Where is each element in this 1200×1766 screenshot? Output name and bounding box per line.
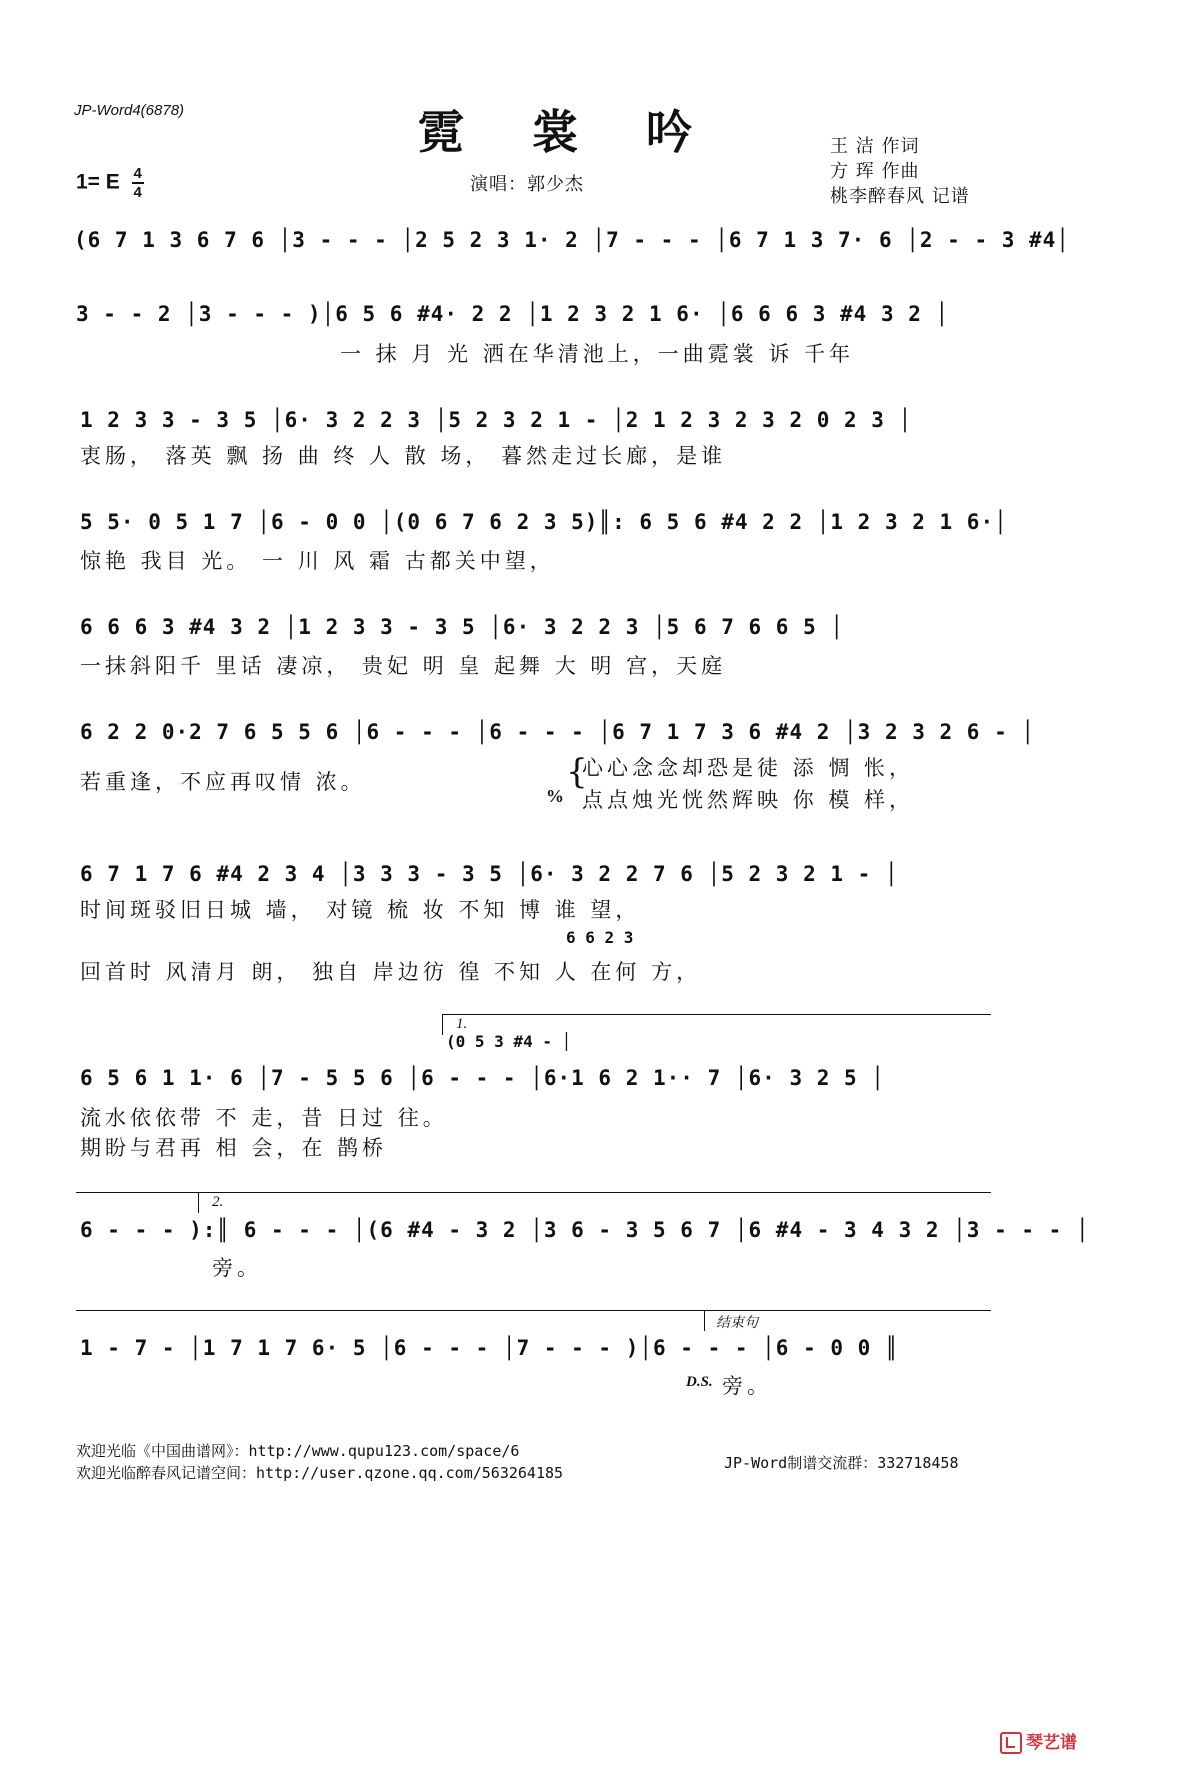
volta-2-bracket (198, 1192, 991, 1213)
footer-link-qzone[interactable]: 欢迎光临醉春风记谱空间：http://user.qzone.qq.com/563264185 (76, 1464, 564, 1482)
key-label: 1= E (76, 170, 120, 194)
lyrics-line-10: 旁。 (722, 1374, 772, 1398)
score-line-7: 6 7 1 7 6 #4 2 3 4 │3 3 3 - 3 5 │6· 3 2 2 7 6 │5 2 3 2 1 - │ (80, 862, 899, 886)
composer-credit: 方 珲 作曲 (830, 161, 920, 182)
brace-symbol: { (566, 752, 588, 792)
score-line-6: 6 2 2 0·2 7 6 5 5 6 │6 - - - │6 - - - │6 7 1 7 3 6 #4 2 │3 2 3 2 6 - │ (80, 720, 1036, 744)
brand-name: 琴艺谱 (1026, 1733, 1077, 1753)
brand-icon (1000, 1732, 1022, 1754)
footer-link-qupu[interactable]: 欢迎光临《中国曲谱网》：http://www.qupu123.com/space/6 (76, 1442, 520, 1460)
lyrics-line-6: 若重逢，不应再叹情 浓。 (80, 770, 366, 794)
brand-logo (1000, 1728, 1077, 1754)
singer-credit: 演唱：郭少杰 (470, 174, 584, 195)
ds-marking: D.S. (686, 1374, 713, 1390)
lyrics2-line-7: 回首时 风清月 朗， 独自 岸边彷 徨 不知 人 在何 方， (80, 960, 702, 984)
score-line-10: 1 - 7 - │1 7 1 7 6· 5 │6 - - - │7 - - - )│6 - - - │6 - 0 0 ║ (80, 1336, 899, 1360)
score-line-8: 6 5 6 1 1· 6 │7 - 5 5 6 │6 - - - │6·1 6 2 1·· 7 │6· 3 2 5 │ (80, 1066, 885, 1090)
time-numerator: 4 (133, 165, 142, 182)
alt-notes-line-7: 6 6 2 3 (566, 928, 634, 947)
footer-group-info: JP-Word制谱交流群：332718458 (724, 1454, 959, 1472)
lyrics-line-9: 旁。 (212, 1256, 262, 1280)
score-line-2: 3 - - 2 │3 - - - )│6 5 6 #4· 2 2 │1 2 3 2 1 6· │6 6 6 3 #4 3 2 │ (76, 302, 950, 326)
verse1-lyrics-line-6: 心心念念却恐是徒 添 惆 怅， (582, 756, 915, 780)
volta-2-label: 2. (212, 1194, 224, 1210)
time-denominator: 4 (133, 184, 142, 201)
lyricist-credit: 王 洁 作词 (830, 136, 920, 157)
score-line-5: 6 6 6 3 #4 3 2 │1 2 3 3 - 3 5 │6· 3 2 2 3 │5 6 7 6 6 5 │ (80, 615, 845, 639)
lyrics-line-3: 衷肠， 落英 飘 扬 曲 终 人 散 场， 暮然走过长廊，是谁 (80, 444, 727, 468)
lyrics-line-5: 一抹斜阳千 里话 凄凉， 贵妃 明 皇 起舞 大 明 宫，天庭 (80, 654, 727, 678)
score-line-4: 5 5· 0 5 1 7 │6 - 0 0 │(0 6 7 6 2 3 5)║: 6 5 6 #4 2 2 │1 2 3 2 1 6·│ (80, 510, 1008, 534)
verse2-lyrics-line-6: 点点烛光恍然辉映 你 模 样， (582, 788, 915, 812)
lyrics-line-7: 时间斑驳旧日城 墙， 对镜 梳 妆 不知 博 谁 望， (80, 898, 641, 922)
transcriber-credit: 桃李醉春风 记谱 (830, 186, 970, 207)
ending-label: 结束句 (716, 1315, 758, 1331)
lyrics-line-2: 一 抹 月 光 洒在华清池上，一曲霓裳 诉 千年 (340, 342, 855, 366)
score-line-3: 1 2 3 3 - 3 5 │6· 3 2 2 3 │5 2 3 2 1 - │2 1 2 3 2 3 2 0 2 3 │ (80, 408, 913, 432)
lyrics2-line-8: 期盼与君再 相 会，在 鹊桥 (80, 1136, 388, 1160)
score-line-9: 6 - - - ):║ 6 - - - │(6 #4 - 3 2 │3 6 - 3 5 6 7 │6 #4 - 3 4 3 2 │3 - - - │ (80, 1218, 1090, 1242)
score-line-1: (6 7 1 3 6 7 6 │3 - - - │2 5 2 3 1· 2 │7 - - - │6 7 1 3 7· 6 │2 - - 3 #4│ (74, 228, 1070, 252)
segno-icon: % (546, 786, 564, 806)
volta-1-notes: (0 5 3 #4 - │ (446, 1032, 572, 1051)
time-signature (132, 166, 144, 200)
song-title: 霓 裳 吟 (418, 105, 719, 159)
volta-1-label: 1. (456, 1016, 468, 1032)
software-version: JP-Word4(6878) (74, 102, 185, 119)
key-signature (76, 166, 144, 200)
lyrics-line-8: 流水依依带 不 走，昔 日过 往。 (80, 1106, 448, 1130)
lyrics-line-4: 惊艳 我目 光。 一 川 风 霜 古都关中望， (80, 549, 555, 573)
